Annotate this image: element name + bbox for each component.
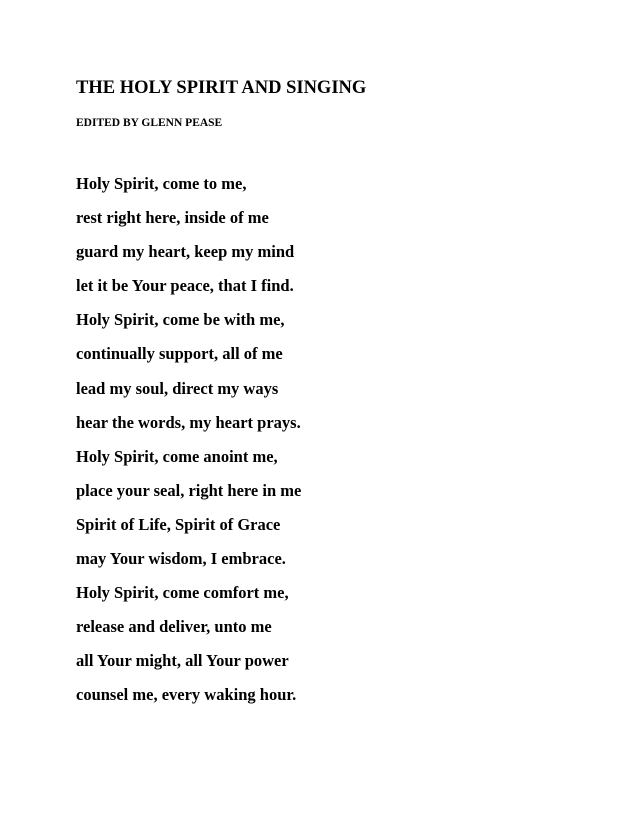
poem-line: continually support, all of me: [76, 344, 283, 364]
poem-line: lead my soul, direct my ways: [76, 378, 279, 398]
poem-line: Holy Spirit, come to me,: [76, 174, 247, 193]
poem-line: Holy Spirit, come comfort me,: [76, 583, 289, 603]
poem-line: let it be Your peace, that I find.: [76, 276, 294, 296]
poem-line: all Your might, all Your power: [76, 651, 289, 671]
poem-line: rest right here, inside of me: [76, 208, 269, 228]
poem-line: Holy Spirit, come anoint me,: [76, 446, 278, 466]
poem-line: release and deliver, unto me: [76, 617, 272, 637]
poem-line: Spirit of Life, Spirit of Grace: [76, 514, 281, 534]
poem-body: [76, 173, 301, 719]
poem-line: place your seal, right here in me: [76, 480, 302, 500]
poem-line: guard my heart, keep my mind: [76, 242, 295, 262]
poem-line: may Your wisdom, I embrace.: [76, 549, 286, 569]
document-title: THE HOLY SPIRIT AND SINGING: [76, 78, 367, 98]
poem-line: hear the words, my heart prays.: [76, 412, 301, 432]
document-subtitle: EDITED BY GLENN PEASE: [76, 117, 223, 129]
poem-line: Holy Spirit, come be with me,: [76, 310, 285, 330]
poem-line: counsel me, every waking hour.: [76, 685, 297, 705]
